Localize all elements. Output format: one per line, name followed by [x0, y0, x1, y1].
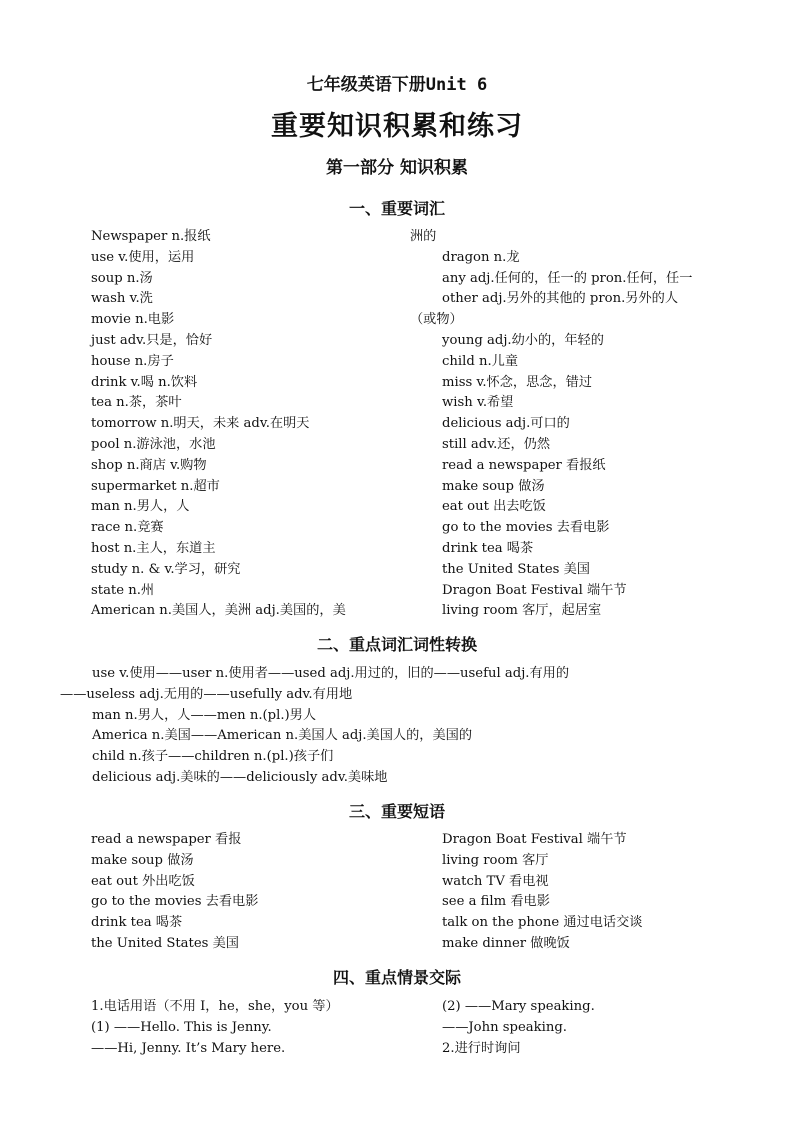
vocab-item: soup n.汤 [91, 270, 153, 286]
document-title: 七年级英语下册Unit 6 [306, 75, 488, 95]
vocab-item: tea n.茶，茶叶 [91, 395, 182, 411]
vocab-item: dragon n.龙 [442, 249, 520, 265]
dialogue-line: (1) ——Hello. This is Jenny. [91, 1019, 272, 1035]
document-subtitle: 重要知识积累和练习 [271, 111, 523, 142]
phrase-item: make soup 做汤 [91, 852, 194, 868]
vocab-item: wish v.希望 [442, 395, 514, 411]
section-heading-communication: 四、重点情景交际 [332, 968, 461, 987]
vocab-item: just adv.只是，恰好 [91, 332, 213, 348]
vocab-item: drink tea 喝茶 [442, 540, 534, 556]
word-form-line: child n.孩子——children n.(pl.)孩子们 [92, 749, 334, 765]
phrase-item: living room 客厅 [442, 852, 549, 868]
dialogue-line: 1.电话用语（不用 I，he，she，you 等） [91, 999, 339, 1014]
vocab-item: young adj.幼小的，年轻的 [442, 332, 604, 348]
vocab-item: go to the movies 去看电影 [442, 520, 610, 536]
vocab-item: drink v.喝 n.饮料 [91, 374, 198, 390]
phrase-item: drink tea 喝茶 [91, 915, 183, 931]
dialogue-line: ——Hi, Jenny. It’s Mary here. [91, 1040, 286, 1056]
vocab-item: child n.儿童 [442, 353, 519, 369]
vocab-item: other adj.另外的其他的 pron.另外的人 [442, 291, 679, 307]
vocab-item: make soup 做汤 [442, 478, 545, 494]
part-title: 第一部分 知识积累 [326, 158, 468, 178]
dialogue-line: 2.进行时询问 [442, 1040, 521, 1056]
phrase-item: talk on the phone 通过电话交谈 [442, 915, 643, 931]
communication-right-column [442, 997, 595, 1059]
vocab-item: man n.男人，人 [91, 499, 190, 515]
communication-left-column [91, 997, 339, 1059]
vocab-item: house n.房子 [91, 353, 174, 369]
vocab-item: shop n.商店 v.购物 [91, 457, 207, 473]
vocab-item: host n.主人，东道主 [91, 540, 216, 556]
vocab-item: tomorrow n.明天，未来 adv.在明天 [91, 416, 310, 432]
dialogue-line: (2) ——Mary speaking. [442, 999, 595, 1014]
vocabulary-right-column [410, 227, 692, 622]
phrase-item: the United States 美国 [91, 935, 239, 951]
vocab-item: Newspaper n.报纸 [91, 229, 211, 244]
word-form-line: man n.男人，人——men n.(pl.)男人 [92, 707, 317, 723]
vocab-item: use v.使用，运用 [91, 249, 195, 265]
phrase-item: read a newspaper 看报 [91, 832, 242, 847]
vocab-item: eat out 出去吃饭 [442, 499, 546, 515]
word-forms-list [60, 664, 569, 789]
vocab-item: pool n.游泳池，水池 [91, 436, 216, 452]
vocab-item: delicious adj.可口的 [442, 416, 570, 432]
vocab-item: state n.州 [91, 582, 155, 598]
phrases-left-column [91, 830, 258, 955]
vocab-item: race n.竞赛 [91, 520, 164, 536]
vocab-item: the United States 美国 [442, 561, 590, 577]
vocab-item: living room 客厅，起居室 [442, 603, 602, 619]
section-heading-phrases: 三、重要短语 [348, 802, 445, 821]
phrase-item: Dragon Boat Festival 端午节 [442, 832, 627, 847]
section-heading-vocabulary: 一、重要词汇 [348, 199, 445, 218]
word-form-line: delicious adj.美味的——deliciously adv.美味地 [92, 769, 388, 785]
vocab-item: supermarket n.超市 [91, 478, 220, 494]
vocab-item: 洲的 [410, 229, 437, 244]
section-heading-word-forms: 二、重点词汇词性转换 [316, 635, 477, 654]
vocab-item: miss v.怀念，思念，错过 [442, 374, 593, 390]
word-form-line: America n.美国——American n.美国人 adj.美国人的，美国的 [92, 728, 473, 744]
phrase-item: make dinner 做晚饭 [442, 935, 570, 951]
phrase-item: go to the movies 去看电影 [91, 894, 259, 910]
phrases-right-column [442, 830, 642, 955]
vocab-item: （或物） [410, 312, 463, 328]
vocab-item: wash v.洗 [91, 291, 153, 307]
vocab-item: still adv.还，仍然 [442, 436, 551, 452]
vocab-item: study n. & v.学习，研究 [91, 561, 241, 577]
word-form-line: use v.使用——user n.使用者——used adj.用过的，旧的——useful adj.有用的 [92, 666, 570, 681]
dialogue-line: ——John speaking. [442, 1019, 567, 1035]
vocab-item: American n.美国人，美洲 adj.美国的，美 [91, 603, 346, 619]
vocab-item: Dragon Boat Festival 端午节 [442, 582, 627, 598]
phrase-item: eat out 外出吃饭 [91, 873, 195, 889]
vocab-item: read a newspaper 看报纸 [442, 457, 606, 473]
vocab-item: any adj.任何的，任一的 pron.任何，任一 [442, 270, 693, 286]
phrase-item: see a film 看电影 [442, 894, 550, 910]
phrase-item: watch TV 看电视 [442, 873, 549, 889]
vocab-item: movie n.电影 [91, 312, 175, 328]
word-form-line: ——useless adj.无用的——usefully adv.有用地 [60, 686, 353, 702]
vocabulary-left-column [91, 227, 346, 622]
